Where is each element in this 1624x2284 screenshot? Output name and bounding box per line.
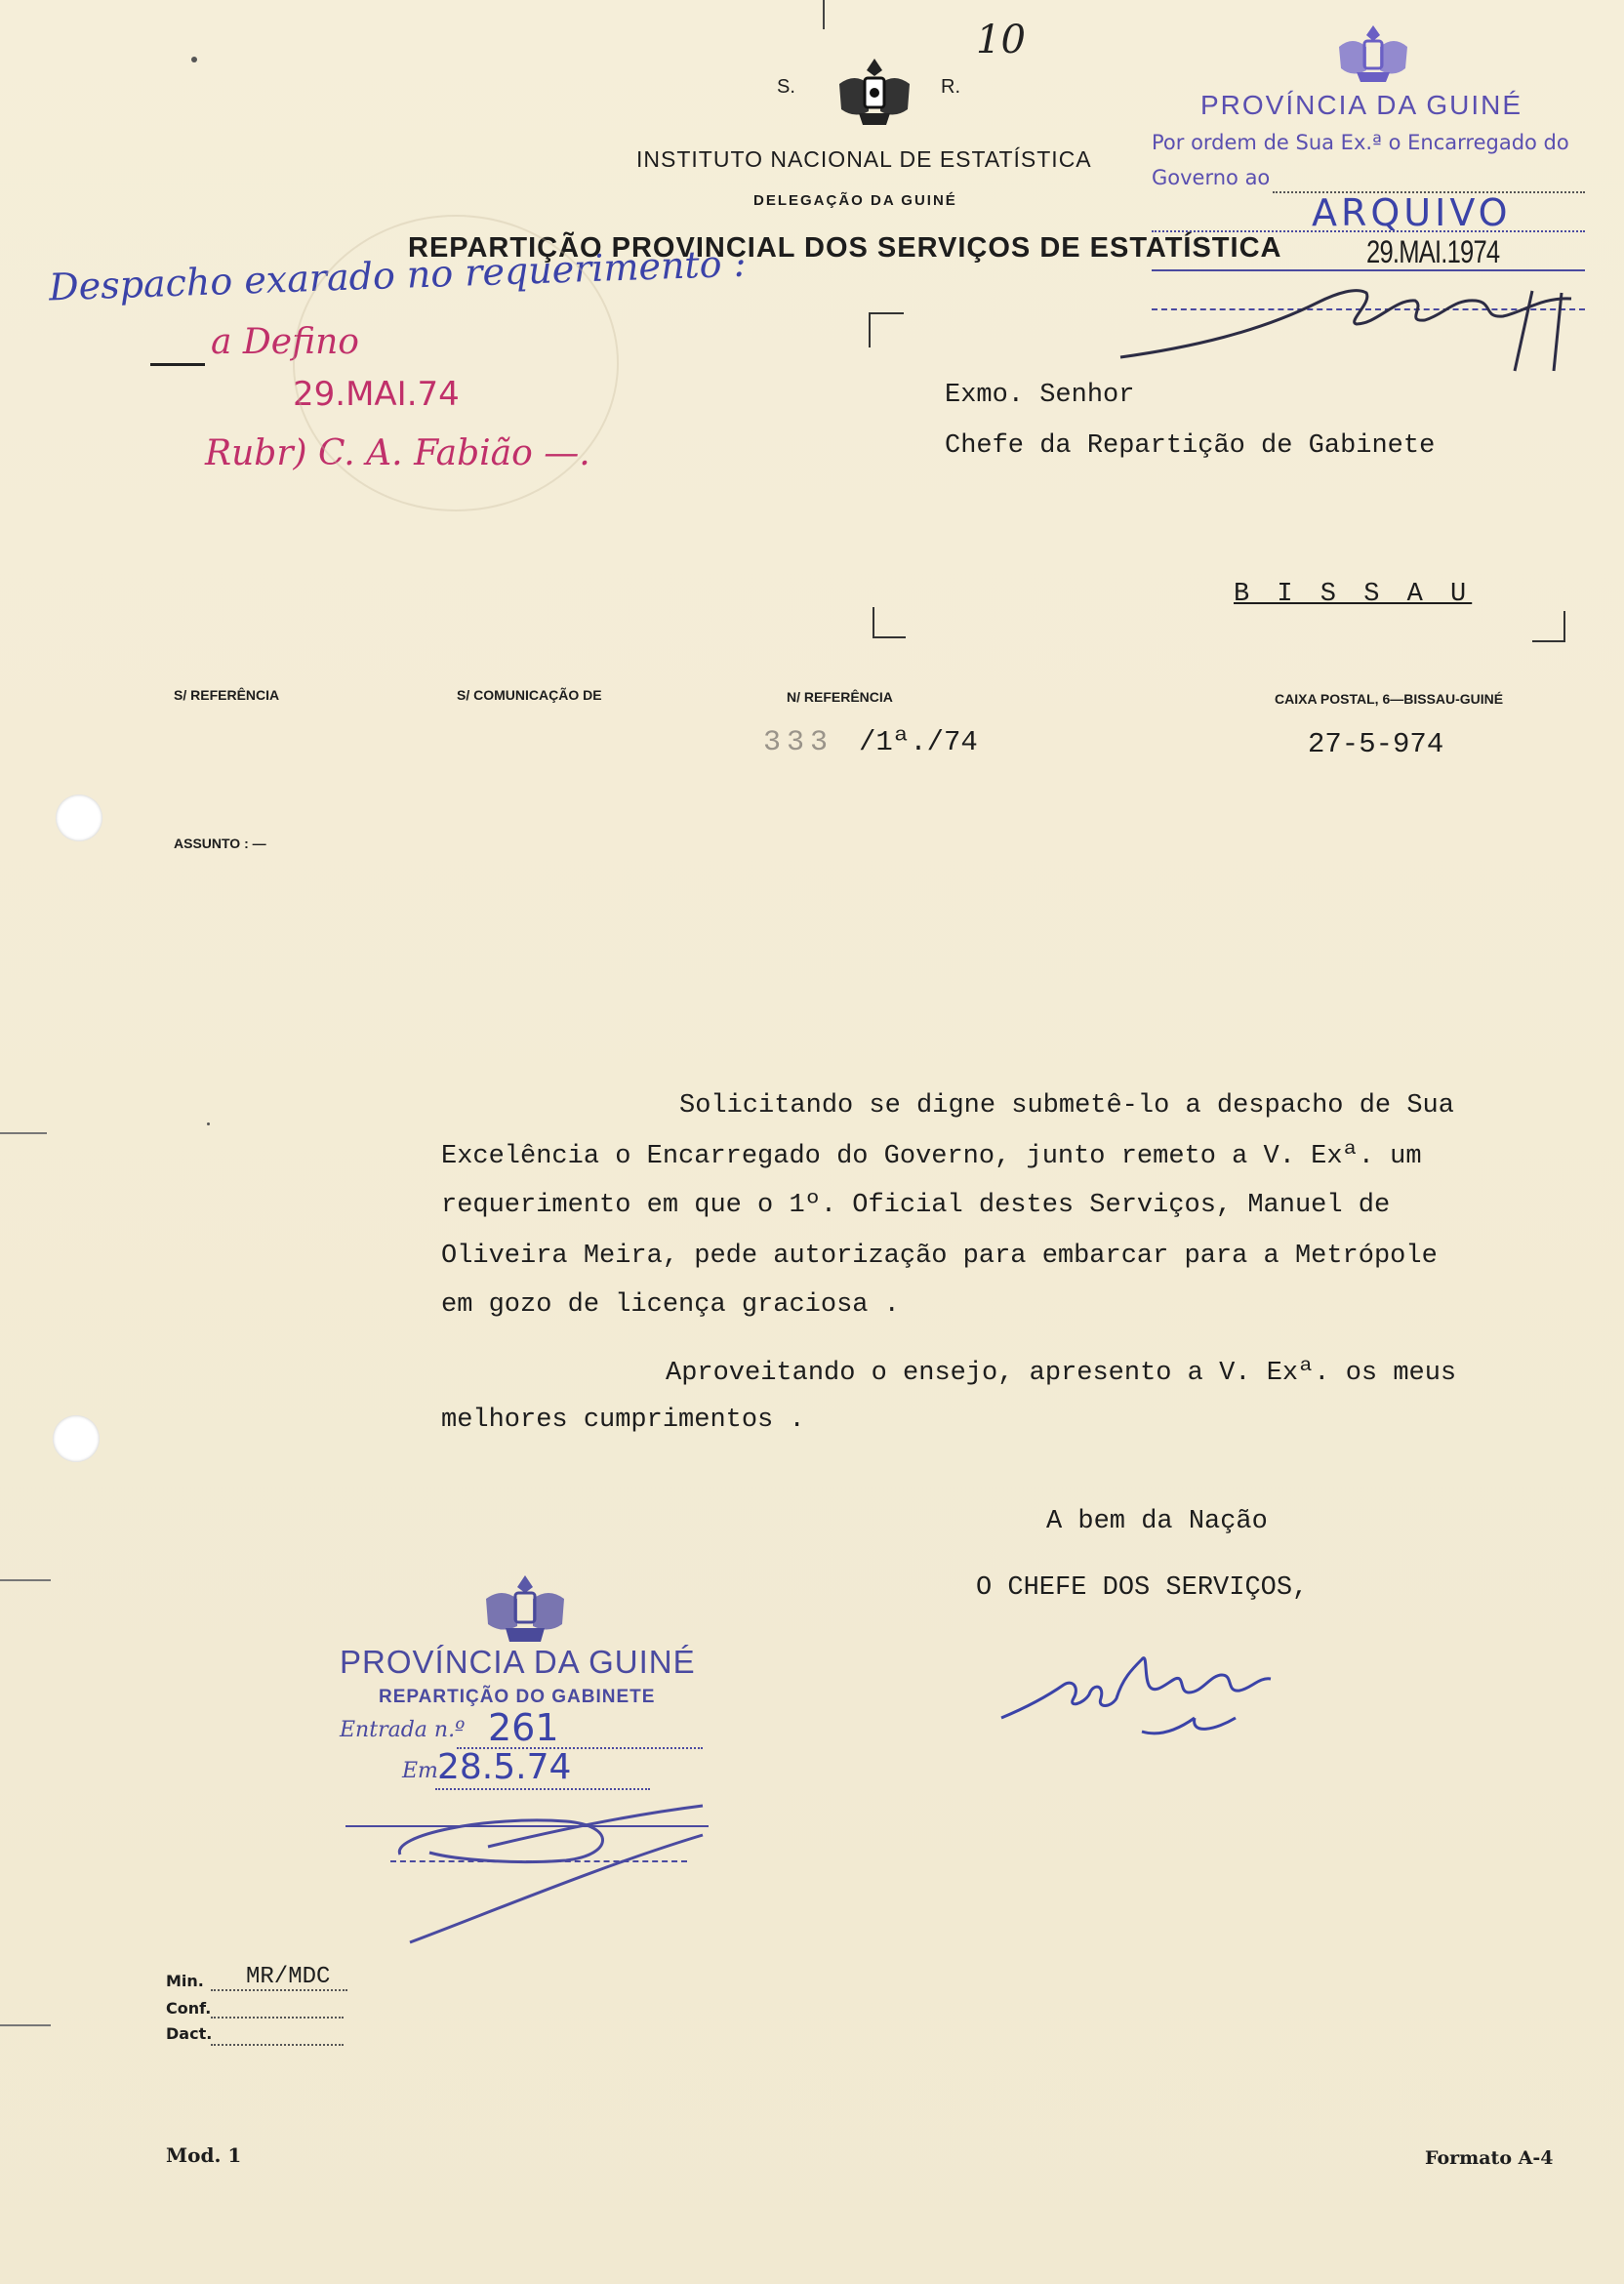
- s-referencia-label: S/ REFERÊNCIA: [174, 687, 280, 703]
- paper-speck: [191, 57, 197, 62]
- punch-hole-bottom: [53, 1415, 100, 1462]
- signature-top: [1113, 264, 1581, 381]
- addressee-title: Chefe da Repartição de Gabinete: [945, 431, 1436, 461]
- letter-date: 27-5-974: [1308, 728, 1444, 760]
- conf-label: Conf.: [166, 1999, 212, 2018]
- embossed-seal: [293, 215, 619, 511]
- stamp-order-line2: Governo ao: [1152, 166, 1271, 189]
- fold-mark: [0, 1132, 47, 1134]
- min-label: Min.: [166, 1972, 204, 1990]
- footer-format: Formato A-4: [1425, 2147, 1554, 2169]
- repartition-name: REPARTIÇÃO PROVINCIAL DOS SERVIÇOS DE ESTATÍSTICA: [408, 232, 1282, 264]
- punch-hole-top: [56, 795, 102, 841]
- corner-mark: [873, 607, 874, 638]
- stamp-archive-handwritten: ARQUIVO: [1312, 191, 1512, 234]
- stamp-archive-underline: [1152, 230, 1585, 232]
- n-referencia-suffix: /1ª./74: [859, 726, 978, 758]
- letterhead-r: R.: [941, 76, 960, 98]
- paper-speck: [207, 1122, 210, 1125]
- min-value: MR/MDC: [246, 1964, 331, 1990]
- delegation-name: DELEGAÇÃO DA GUINÉ: [753, 192, 957, 209]
- corner-mark: [1563, 611, 1565, 642]
- closing-line1: A bem da Nação: [1046, 1507, 1268, 1536]
- dact-label: Dact.: [166, 2024, 213, 2043]
- fold-mark: [0, 1579, 51, 1581]
- handwritten-rubric: Rubr) C. A. Fabião —.: [205, 433, 590, 473]
- stamp-bottom-province: PROVÍNCIA DA GUINÉ: [340, 1644, 696, 1680]
- chief-signature: [995, 1611, 1318, 1757]
- dact-line: [211, 2044, 344, 2046]
- body-p1-line2: Excelência o Encarregado do Governo, junto remeto a V. Exª. um: [441, 1142, 1422, 1171]
- closing-line2: O CHEFE DOS SERVIÇOS,: [976, 1573, 1309, 1603]
- body-p2-line1: Aproveitando o ensejo, apresento a V. Exª. os meus: [666, 1359, 1457, 1388]
- corner-mark: [1532, 640, 1565, 642]
- body-p1-line4: Oliveira Meira, pede autorização para embarcar para a Metrópole: [441, 1242, 1438, 1271]
- s-comunicacao-label: S/ COMUNICAÇÃO DE: [457, 687, 602, 703]
- fold-mark: [0, 2024, 51, 2026]
- footer-model: Mod. 1: [166, 2143, 242, 2167]
- corner-mark: [873, 636, 906, 638]
- corner-mark: [869, 312, 904, 314]
- page-number: 10: [976, 18, 1026, 62]
- caixa-postal-label: CAIXA POSTAL, 6—BISSAU-GUINÉ: [1275, 691, 1504, 707]
- stamp-bottom-emblem: [476, 1571, 574, 1646]
- top-edge-mark: [823, 0, 825, 29]
- addressee-city: B I S S A U: [1234, 580, 1473, 609]
- stamp-province: PROVÍNCIA DA GUINÉ: [1200, 90, 1523, 120]
- stamp-bottom-signature: [371, 1776, 722, 1952]
- stamp-order-line1: Por ordem de Sua Ex.ª o Encarregado do: [1152, 131, 1569, 154]
- n-referencia-number: 333: [763, 726, 834, 759]
- handwritten-defino: a Defino: [211, 322, 359, 362]
- institute-name: INSTITUTO NACIONAL DE ESTATÍSTICA: [636, 146, 1092, 172]
- stamp-date: 29.MAI.1974: [1366, 234, 1500, 269]
- assunto-label: ASSUNTO : —: [174, 836, 266, 851]
- stamp-bottom-office: REPARTIÇÃO DO GABINETE: [379, 1687, 656, 1707]
- body-p1-line1: Solicitando se digne submetê-lo a despacho de Sua: [679, 1091, 1454, 1121]
- letterhead-s: S.: [777, 76, 795, 98]
- coat-of-arms-emblem: [830, 55, 919, 129]
- stamp-bottom-entry-number: 261: [488, 1706, 559, 1749]
- stamp-bottom-date: 28.5.74: [437, 1747, 572, 1787]
- body-p1-line3: requerimento em que o 1º. Oficial destes Serviços, Manuel de: [441, 1191, 1391, 1220]
- handwritten-despacho: Despacho exarado no requerimento :: [48, 241, 748, 309]
- corner-mark: [869, 312, 871, 347]
- body-p1-line5: em gozo de licença graciosa .: [441, 1290, 900, 1320]
- conf-line: [211, 2017, 344, 2019]
- n-referencia-label: N/ REFERÊNCIA: [787, 689, 893, 705]
- handwritten-dash: [150, 363, 205, 366]
- addressee-salutation: Exmo. Senhor: [945, 381, 1135, 410]
- body-p2-line2: melhores cumprimentos .: [441, 1406, 805, 1435]
- handwritten-note-date: 29.MAI.74: [293, 375, 460, 414]
- stamp-bottom-entry-label: Entrada n.º: [340, 1718, 466, 1742]
- stamp-top-emblem: [1331, 21, 1415, 86]
- stamp-bottom-date-label: Em: [402, 1759, 438, 1783]
